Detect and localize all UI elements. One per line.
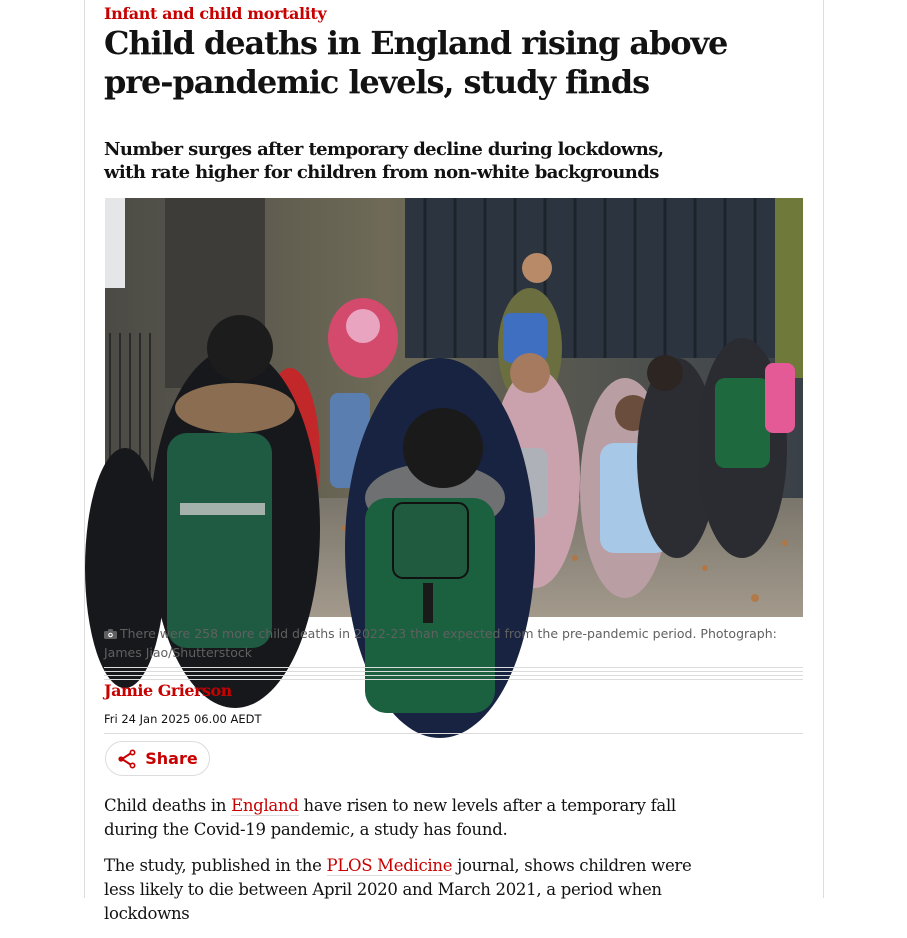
england-link[interactable]: England <box>231 796 299 815</box>
publish-date: Fri 24 Jan 2025 06.00 AEDT <box>104 712 262 726</box>
paragraph-text: The study, published in the <box>104 856 327 875</box>
author-link[interactable]: Jamie Grierson <box>104 681 232 700</box>
paragraph-text: journal, shows children were less likely to die between April 2020 and March 2021, a period when lockdowns <box>104 856 692 923</box>
meta-divider <box>104 733 803 734</box>
article-headline: Child deaths in England rising above pre-pandemic levels, study finds <box>104 24 728 101</box>
share-label: Share <box>145 749 198 768</box>
article-standfirst: Number surges after temporary decline during lockdowns, with rate higher for children from non-white backgrounds <box>104 139 664 183</box>
paragraph-text: Child deaths in <box>104 796 232 815</box>
caption-text: There were 258 more child deaths in 2022-23 than expected from the pre-pandemic period. Photograph: James Jiao/Shutterstock <box>104 626 777 660</box>
section-kicker-link[interactable]: Infant and child mortality <box>104 4 327 23</box>
byline-divider <box>104 667 803 681</box>
image-caption <box>104 624 794 662</box>
paragraph-text: have risen to new levels after a temporary fall during the Covid-19 pandemic, a study has found. <box>104 796 676 839</box>
hero-image <box>105 198 803 617</box>
article-body <box>104 794 724 938</box>
share-icon <box>117 749 137 769</box>
camera-icon <box>104 625 117 635</box>
body-paragraph <box>104 854 724 926</box>
body-paragraph <box>104 794 724 842</box>
plos-medicine-link[interactable]: PLOS Medicine <box>326 856 453 875</box>
share-button[interactable] <box>105 741 210 776</box>
